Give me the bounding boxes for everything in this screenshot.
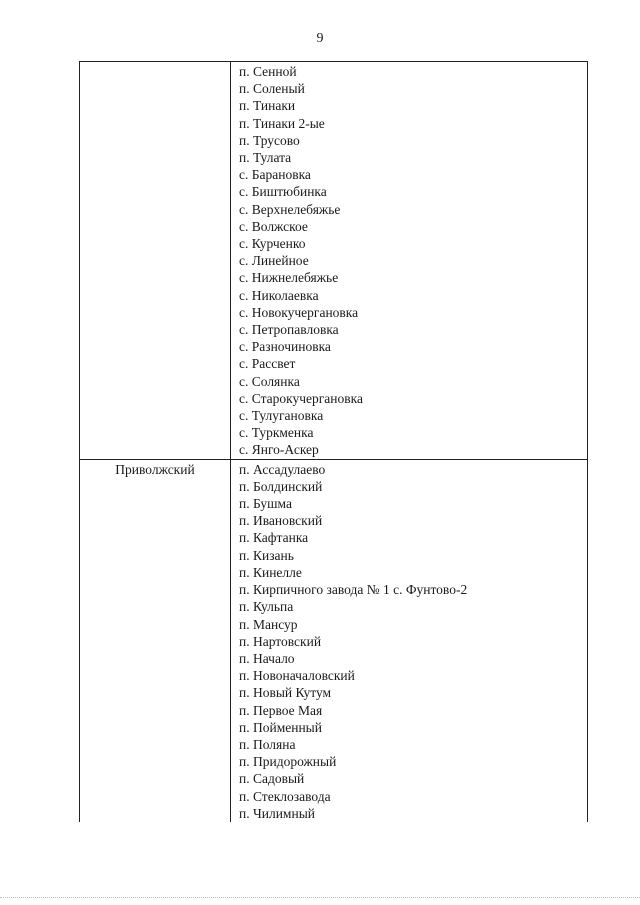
locality-item: п. Мансур: [239, 616, 298, 632]
locality-item: п. Садовый: [239, 771, 305, 787]
locality-list: [231, 460, 587, 822]
locality-item: п. Кизань: [239, 547, 294, 563]
locality-list: [231, 62, 587, 459]
table-row: [80, 62, 588, 460]
locality-item: п. Поляна: [239, 736, 296, 752]
table-row: [80, 459, 588, 822]
district-cell: [80, 459, 231, 822]
locality-item: п. Нартовский: [239, 633, 322, 649]
locality-item: п. Трусово: [239, 132, 300, 148]
locality-item: п. Новоначаловский: [239, 668, 355, 684]
localities-table: [79, 61, 588, 822]
locality-item: п. Тулата: [239, 150, 292, 166]
locality-item: с. Старокучергановка: [239, 390, 363, 406]
locality-item: п. Болдинский: [239, 478, 323, 494]
locality-item: п. Стеклозавода: [239, 788, 331, 804]
locality-item: п. Бушма: [239, 496, 292, 512]
locality-item: с. Петропавловка: [239, 322, 339, 338]
locality-item: п. Пойменный: [239, 719, 322, 735]
locality-item: п. Кирпичного завода № 1 с. Фунтово-2: [239, 582, 468, 598]
locality-item: с. Туркменка: [239, 425, 314, 441]
locality-item: с. Разночиновка: [239, 339, 331, 355]
locality-item: п. Начало: [239, 650, 295, 666]
district-cell: [80, 62, 231, 460]
locality-item: п. Новый Кутум: [239, 685, 332, 701]
locality-item: с. Барановка: [239, 167, 311, 183]
locality-item: п. Кафтанка: [239, 530, 309, 546]
localities-cell: [231, 62, 588, 460]
page-bottom-edge: [0, 897, 640, 898]
locality-item: с. Верхнелебяжье: [239, 201, 341, 217]
locality-item: с. Новокучергановка: [239, 304, 359, 320]
locality-item: п. Тинаки 2-ые: [239, 115, 325, 131]
localities-cell: [231, 459, 588, 822]
locality-item: с. Рассвет: [239, 356, 296, 372]
locality-item: с. Линейное: [239, 253, 309, 269]
locality-item: п. Кинелле: [239, 564, 302, 580]
locality-item: с. Волжское: [239, 218, 308, 234]
locality-item: п. Придорожный: [239, 754, 337, 770]
locality-item: п. Сенной: [239, 64, 297, 79]
locality-item: п. Ассадулаево: [239, 461, 326, 477]
locality-item: с. Янго-Аскер: [239, 442, 319, 458]
locality-item: с. Курченко: [239, 236, 306, 252]
locality-item: с. Нижнелебяжье: [239, 270, 339, 286]
locality-item: п. Тинаки: [239, 98, 296, 114]
locality-item: п. Первое Мая: [239, 702, 323, 718]
district-name: [80, 62, 230, 63]
locality-item: п. Ивановский: [239, 513, 323, 529]
locality-item: п. Соленый: [239, 81, 305, 97]
locality-item: п. Чилимный: [239, 805, 315, 821]
locality-item: с. Биштюбинка: [239, 184, 327, 200]
locality-item: с. Солянка: [239, 373, 300, 389]
district-name: Приволжский: [115, 461, 195, 477]
locality-item: с. Тулугановка: [239, 408, 324, 424]
locality-item: п. Кульпа: [239, 599, 294, 615]
locality-item: с. Николаевка: [239, 287, 319, 303]
page-number: 9: [316, 31, 324, 46]
